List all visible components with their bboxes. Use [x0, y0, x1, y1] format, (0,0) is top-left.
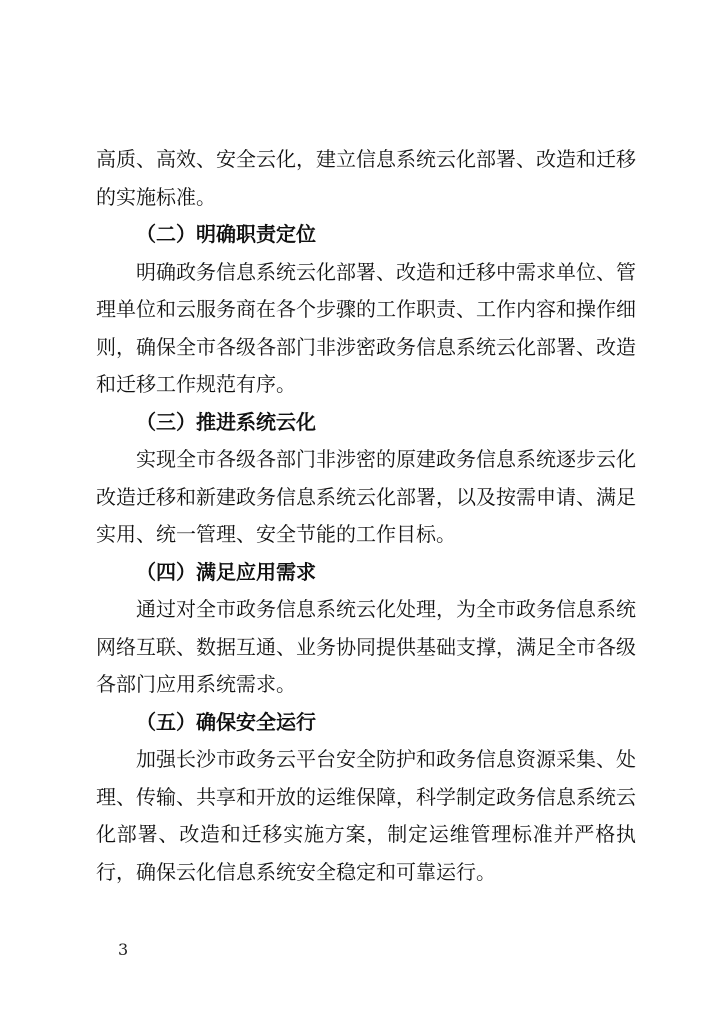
document-body	[96, 141, 636, 891]
paragraph-application-needs: 通过对全市政务信息系统云化处理，为全市政务信息系统网络互联、数据互通、业务协同提供基础支撑，满足全市各级各部门应用系统需求。	[96, 597, 636, 696]
section-heading-4: （四）满足应用需求	[136, 559, 316, 584]
section-heading-2: （二）明确职责定位	[136, 222, 316, 246]
paragraph-cloudification: 实现全市各级各部门非涉密的原建政务信息系统逐步云化改造迁移和新建政务信息系统云化部署，以及按需申请、满足实用、统一管理、安全节能的工作目标。	[96, 447, 636, 546]
paragraph-responsibilities: 明确政务信息系统云化部署、改造和迁移中需求单位、管理单位和云服务商在各个步骤的工作职责、工作内容和操作细则，确保全市各级各部门非涉密政务信息系统云化部署、改造和迁移工作规范有序。	[96, 259, 636, 396]
section-heading-3: （三）推进系统云化	[136, 409, 316, 434]
paragraph-security-operation: 加强长沙市政务云平台安全防护和政务信息资源采集、处理、传输、共享和开放的运维保障，科学制定政务信息系统云化部署、改造和迁移实施方案，制定运维管理标准并严格执行，确保云化信息系统安全稳定和可靠运行。	[96, 747, 636, 884]
paragraph-standards-continuation: 高质、高效、安全云化，建立信息系统云化部署、改造和迁移的实施标准。	[96, 147, 636, 209]
page-number: 3	[118, 940, 129, 959]
section-heading-5: （五）确保安全运行	[136, 709, 316, 734]
